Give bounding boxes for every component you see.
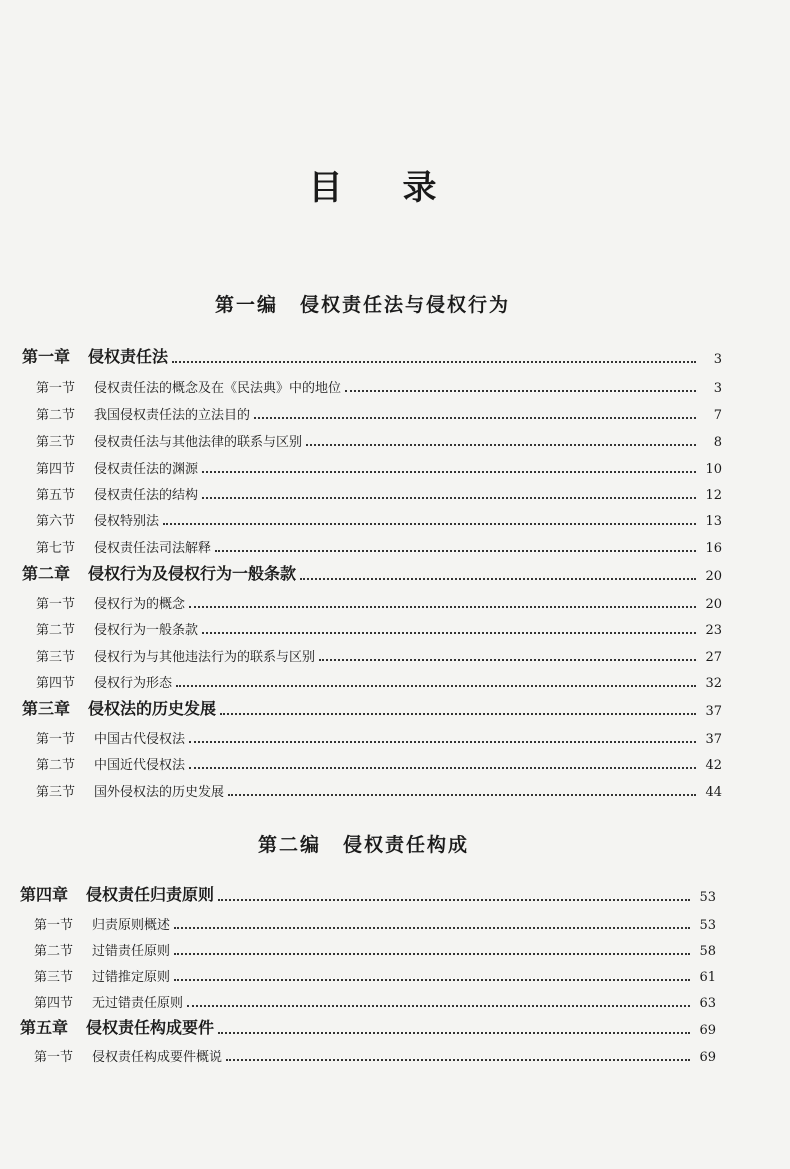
section-title: 侵权责任法与其他法律的联系与区别 xyxy=(94,435,303,450)
page-number: 53 xyxy=(699,890,716,905)
section-number: 第四节 xyxy=(34,996,74,1011)
toc-section-entry[interactable] xyxy=(36,778,722,800)
toc-section-entry[interactable] xyxy=(34,1043,716,1065)
dot-leader xyxy=(174,953,690,955)
toc-section-entry[interactable] xyxy=(36,534,722,556)
part-name: 侵权责任法与侵权行为 xyxy=(300,294,511,316)
toc-section-entry[interactable] xyxy=(36,725,722,747)
section-title: 侵权行为与其他违法行为的联系与区别 xyxy=(94,650,316,665)
section-title: 侵权特别法 xyxy=(94,514,160,529)
chapter-title: 侵权责任归责原则 xyxy=(86,885,215,904)
section-number: 第三节 xyxy=(36,650,76,665)
chapter-title: 侵权行为及侵权行为一般条款 xyxy=(88,564,297,583)
page-number: 63 xyxy=(699,996,716,1011)
page-number: 10 xyxy=(705,462,722,477)
section-title: 侵权行为形态 xyxy=(94,676,173,691)
section-number: 第二节 xyxy=(36,758,76,773)
part-label: 第二编 xyxy=(258,834,322,856)
dot-leader xyxy=(187,1005,690,1007)
section-number: 第七节 xyxy=(36,541,76,556)
section-title: 侵权责任构成要件概说 xyxy=(92,1050,223,1065)
section-title: 侵权行为一般条款 xyxy=(94,623,199,638)
toc-section-entry[interactable] xyxy=(36,590,722,612)
toc-chapter-entry[interactable] xyxy=(20,883,716,905)
page-number: 44 xyxy=(705,785,722,800)
dot-leader xyxy=(202,632,696,634)
dot-leader xyxy=(176,685,696,687)
toc-section-entry[interactable] xyxy=(34,963,716,985)
section-title: 中国古代侵权法 xyxy=(94,732,186,747)
section-title: 国外侵权法的历史发展 xyxy=(94,785,225,800)
section-number: 第四节 xyxy=(36,462,76,477)
toc-section-entry[interactable] xyxy=(34,937,716,959)
page-number: 3 xyxy=(713,381,722,396)
part-label: 第一编 xyxy=(215,294,279,316)
section-title: 我国侵权责任法的立法目的 xyxy=(94,408,251,423)
section-title: 侵权责任法司法解释 xyxy=(94,541,212,556)
part-heading xyxy=(215,290,510,317)
page-number: 13 xyxy=(705,514,722,529)
toc-section-entry[interactable] xyxy=(34,989,716,1011)
section-number: 第三节 xyxy=(34,970,74,985)
dot-leader xyxy=(163,523,696,525)
page-number: 53 xyxy=(699,918,716,933)
chapter-number: 第五章 xyxy=(20,1018,69,1037)
dot-leader xyxy=(226,1059,690,1061)
chapter-title: 侵权法的历史发展 xyxy=(88,699,217,718)
dot-leader xyxy=(202,471,696,473)
chapter-number: 第一章 xyxy=(22,347,71,366)
toc-section-entry[interactable] xyxy=(36,669,722,691)
toc-section-entry[interactable] xyxy=(36,751,722,773)
section-number: 第一节 xyxy=(36,597,76,612)
section-number: 第一节 xyxy=(34,1050,74,1065)
dot-leader xyxy=(220,713,696,715)
chapter-number: 第二章 xyxy=(22,564,71,583)
section-number: 第三节 xyxy=(36,785,76,800)
section-title: 侵权责任法的渊源 xyxy=(94,462,199,477)
chapter-number: 第四章 xyxy=(20,885,69,904)
section-number: 第三节 xyxy=(36,435,76,450)
page-number: 32 xyxy=(705,676,722,691)
dot-leader xyxy=(218,1032,690,1034)
toc-chapter-entry[interactable] xyxy=(20,1016,716,1038)
toc-section-entry[interactable] xyxy=(36,428,722,450)
dot-leader xyxy=(174,979,690,981)
toc-section-entry[interactable] xyxy=(34,911,716,933)
chapter-number: 第三章 xyxy=(22,699,71,718)
page-number: 37 xyxy=(705,704,722,719)
dot-leader xyxy=(300,578,696,580)
section-title: 侵权行为的概念 xyxy=(94,597,186,612)
chapter-title: 侵权责任法 xyxy=(88,347,169,366)
chapter-title: 侵权责任构成要件 xyxy=(86,1018,215,1037)
section-title: 中国近代侵权法 xyxy=(94,758,186,773)
dot-leader xyxy=(189,741,696,743)
dot-leader xyxy=(172,361,696,363)
section-number: 第四节 xyxy=(36,676,76,691)
part-heading xyxy=(258,830,469,857)
page-number: 23 xyxy=(705,623,722,638)
page-number: 12 xyxy=(705,488,722,503)
dot-leader xyxy=(306,444,696,446)
toc-section-entry[interactable] xyxy=(36,643,722,665)
toc-chapter-entry[interactable] xyxy=(22,345,722,367)
section-number: 第二节 xyxy=(34,944,74,959)
toc-chapter-entry[interactable] xyxy=(22,697,722,719)
page-number: 27 xyxy=(705,650,722,665)
page-number: 37 xyxy=(705,732,722,747)
toc-section-entry[interactable] xyxy=(36,401,722,423)
section-title: 归责原则概述 xyxy=(92,918,171,933)
dot-leader xyxy=(345,390,696,392)
section-title: 侵权责任法的概念及在《民法典》中的地位 xyxy=(94,381,342,396)
page-number: 8 xyxy=(713,435,722,450)
dot-leader xyxy=(174,927,690,929)
page-number: 7 xyxy=(713,408,722,423)
section-title: 无过错责任原则 xyxy=(92,996,184,1011)
section-number: 第一节 xyxy=(34,918,74,933)
page-number: 61 xyxy=(699,970,716,985)
section-title: 侵权责任法的结构 xyxy=(94,488,199,503)
part-name: 侵权责任构成 xyxy=(343,834,470,856)
page-number: 3 xyxy=(713,352,722,367)
toc-section-entry[interactable] xyxy=(36,481,722,503)
toc-section-entry[interactable] xyxy=(36,374,722,396)
page-number: 42 xyxy=(705,758,722,773)
section-number: 第一节 xyxy=(36,381,76,396)
toc-section-entry[interactable] xyxy=(36,455,722,477)
dot-leader xyxy=(319,659,696,661)
dot-leader xyxy=(254,417,696,419)
section-number: 第二节 xyxy=(36,408,76,423)
toc-section-entry[interactable] xyxy=(36,507,722,529)
toc-chapter-entry[interactable] xyxy=(22,562,722,584)
page-number: 20 xyxy=(705,597,722,612)
page-number: 58 xyxy=(699,944,716,959)
page-number: 69 xyxy=(699,1023,716,1038)
section-title: 过错责任原则 xyxy=(92,944,171,959)
section-number: 第一节 xyxy=(36,732,76,747)
dot-leader xyxy=(228,794,696,796)
section-number: 第六节 xyxy=(36,514,76,529)
dot-leader xyxy=(189,767,696,769)
section-title: 过错推定原则 xyxy=(92,970,171,985)
dot-leader xyxy=(189,606,696,608)
page-number: 16 xyxy=(705,541,722,556)
dot-leader xyxy=(215,550,696,552)
toc-section-entry[interactable] xyxy=(36,616,722,638)
dot-leader xyxy=(202,497,696,499)
section-number: 第五节 xyxy=(36,488,76,503)
page-number: 69 xyxy=(699,1050,716,1065)
page-number: 20 xyxy=(705,569,722,584)
section-number: 第二节 xyxy=(36,623,76,638)
page-title: 目录 xyxy=(308,168,497,208)
dot-leader xyxy=(218,899,690,901)
